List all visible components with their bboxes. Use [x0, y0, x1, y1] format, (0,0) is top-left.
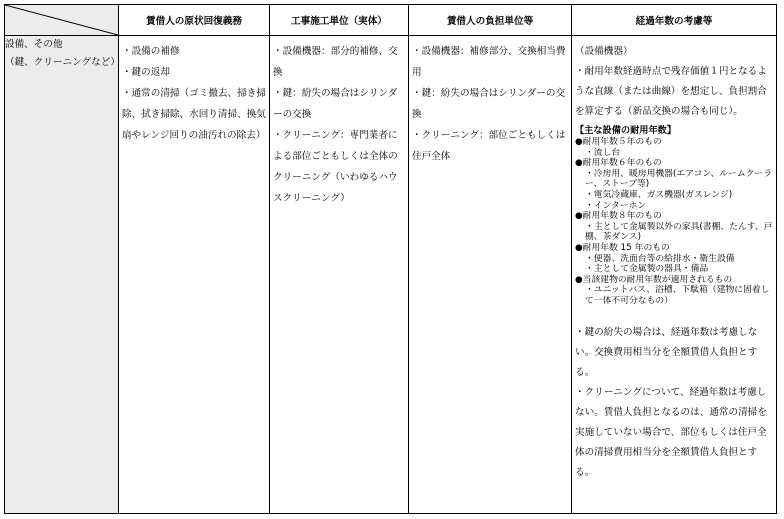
header-row	[5, 5, 777, 36]
restoration-duty-cell	[119, 36, 270, 514]
useful-life-list	[575, 137, 773, 307]
useful-life-item: ・ユニットバス、浴槽、下駄箱（建物に固着して一体不可分なもの）	[585, 285, 770, 306]
useful-life-heading: ●耐用年数６年のもの	[575, 158, 662, 169]
diagonal-line-icon	[5, 5, 118, 35]
useful-life-heading: ●耐用年数５年のもの	[575, 137, 662, 147]
row-label-cell	[5, 36, 119, 514]
useful-life-item: ・インターホン	[585, 200, 647, 211]
header-restoration-duty: 賃借人の原状回復義務	[119, 5, 270, 36]
useful-life-item: ・流し台	[585, 147, 621, 158]
list-item: ・クリーニング：部位ごともしくは住戸全体	[412, 130, 566, 162]
equipment-heading: （設備機器）	[575, 46, 633, 57]
depreciation-note: ・耐用年数経過時点で残存価値１円となるような直線（または曲線）を想定し、負担割合を算定する（新品交換の場合も同じ）。	[575, 66, 767, 117]
restoration-table	[4, 4, 777, 514]
key-loss-note: ・鍵の紛失の場合は、経過年数は考慮しない。交換費用相当分を全額賃借人負担とする。	[575, 326, 758, 378]
list-item: ・設備機器：補修部分、交換相当費用	[412, 46, 566, 78]
cleaning-note: ・クリーニングについて、経過年数は考慮しない。賃借人負担となるのは、通常の清掃を実施していない場合で、部位もしくは住戸全体の清掃費用相当分を全額賃借人負担とする。	[575, 386, 767, 478]
row-label-main: 設備、その他	[5, 39, 63, 50]
list-item: ・通常の清掃（ゴミ撤去、掃き掃除、拭き掃除、水回り清掃、換気扇やレンジ回りの油汚れの除去）	[122, 88, 266, 141]
useful-life-item: ・便器、洗面台等の給排水・衛生設備	[585, 253, 735, 264]
useful-life-item: ・電気冷蔵庫、ガス機器(ガスレンジ)	[585, 189, 733, 200]
list-item: ・鍵：紛失の場合はシリンダーの交換	[412, 88, 566, 120]
list-item: ・鍵：紛失の場合はシリンダーの交換	[273, 88, 398, 120]
list-item: ・鍵の返却	[122, 67, 170, 78]
list-item: ・設備の補修	[122, 46, 180, 57]
header-construction-unit: 工事施工単位（実体）	[270, 5, 409, 36]
corner-cell	[5, 5, 119, 36]
equipment-row	[5, 36, 777, 514]
list-item: ・クリーニング：専門業者による部位ごともしくは全体のクリーニング（いわゆるハウスクリーニング）	[273, 130, 398, 204]
useful-life-heading: ●耐用年数 15 年のもの	[575, 242, 670, 253]
header-elapsed-years: 経過年数の考慮等	[572, 5, 777, 36]
useful-life-item: ・冷房用、暖房用機器(エアコン、ルームクーラー、ストーブ等)	[585, 168, 773, 190]
useful-life-item: ・主として金属製の器具・備品	[585, 264, 709, 275]
header-burden-unit: 賃借人の負担単位等	[409, 5, 572, 36]
useful-life-heading: ●耐用年数８年のもの	[575, 211, 662, 222]
construction-unit-cell	[270, 36, 409, 514]
list-item: ・設備機器：部分的補修、交換	[273, 46, 398, 78]
useful-life-title: 【主な設備の耐用年数】	[575, 125, 677, 136]
burden-unit-cell	[409, 36, 572, 514]
useful-life-item: ・主として金属製以外の家具(書棚、たんす、戸棚、茶ダンス)	[585, 221, 773, 243]
row-label-sub: （鍵、クリーニングなど）	[5, 57, 120, 68]
elapsed-years-cell	[572, 36, 777, 514]
useful-life-heading: ●当該建物の耐用年数が適用されるもの	[575, 274, 733, 285]
